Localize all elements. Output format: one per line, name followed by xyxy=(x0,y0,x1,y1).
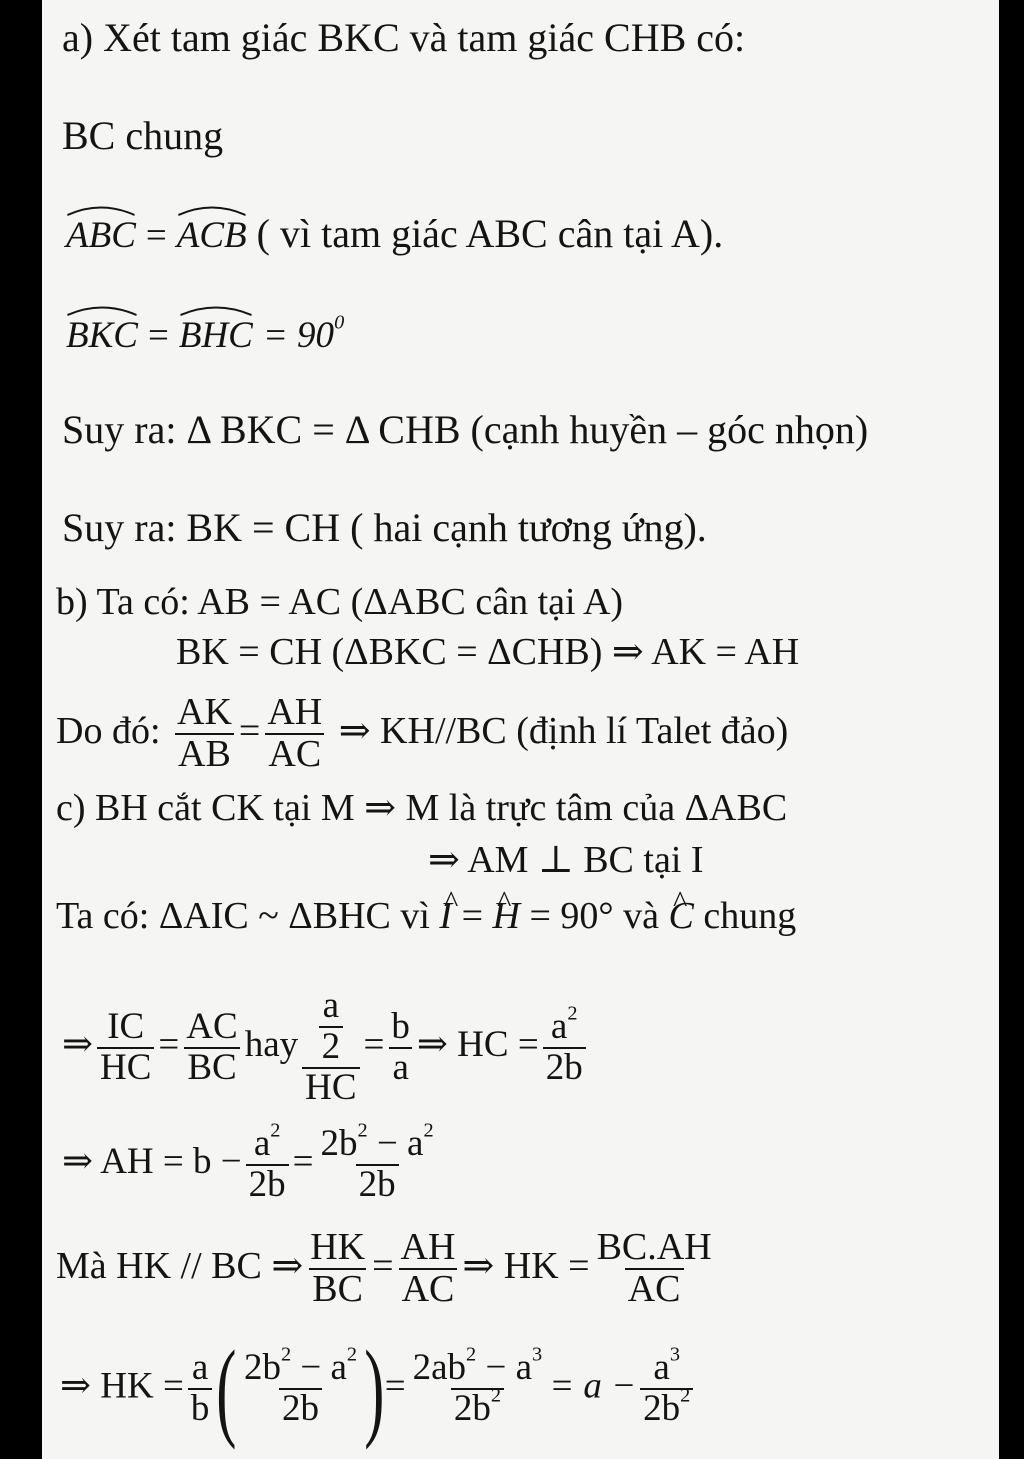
part-c-line-2: ⇒ AM ⊥ BC tại I xyxy=(428,839,704,881)
part-a-line-6: Suy ra: BK = CH ( hai cạnh tương ứng). xyxy=(62,505,707,550)
angle-bhc: BHC xyxy=(179,312,253,360)
ninety-degrees: = $90^0$ xyxy=(262,311,345,356)
hat-i: ^ I xyxy=(439,892,452,940)
part-b-line-1: b) Ta có: AB = AC (ΔABC cân tại A) xyxy=(56,581,624,623)
hat-h: ^ H xyxy=(493,892,520,940)
fraction-bcah-ac: $\frac{BC.AH}{AC}$ xyxy=(596,1226,712,1311)
part-a-line-3 xyxy=(66,210,723,260)
angle-bkc: BKC xyxy=(66,312,138,360)
fraction-a2-2b: $\frac{a^2}{2b}$ xyxy=(543,1008,586,1088)
part-c-line-4: ⇒ $\frac{IC}{HC}$ = $\frac{AC}{BC}$ hay $\frac{\frac{a}{2}}{HC}$ = $\frac{b}{a}$ ⇒ HC = $\frac{a^2}{2b}$ xyxy=(62,956,590,1134)
right-paren: ) xyxy=(364,1328,385,1450)
part-c-line-5: ⇒ AH = b − $\frac{a^2}{2b}$ = $\frac{2b^2 - a^2}{2b}$ xyxy=(62,1114,441,1210)
fraction-b-a: $\frac{b}{a}$ xyxy=(391,1005,410,1088)
do-do-label: Do đó: xyxy=(56,710,161,752)
part-b-line-3: Do đó: $\frac{AK}{AB}$ = $\frac{AH}{AC}$ ⇒ KH//BC (định lí Talet đảo) xyxy=(56,691,789,776)
fraction-2ab2-a3-over-2b2: $\frac{2ab^2 - a^3}{2b^2}$ xyxy=(412,1343,543,1429)
equals-sign: = xyxy=(147,315,169,356)
equals-sign: = xyxy=(145,215,167,256)
fraction-ac-bc: $\frac{AC}{BC}$ xyxy=(186,1005,238,1088)
fraction-ah-ac: $\frac{AH}{AC}$ xyxy=(267,691,323,776)
part-c-line-7: ⇒ HK = $\frac{a}{b}$ ( $\frac{2b^2 - a^2}{2b}$ )= $\frac{2ab^2 - a^3}{2b^2}$ = a − $\frac{a^3}{2b^2}$ xyxy=(60,1334,697,1444)
reason-text: ( vì tam giác ABC cân tại A). xyxy=(256,211,724,256)
fraction-a-b: $\frac{a}{b}$ xyxy=(188,1349,213,1429)
fraction-hk-bc: $\frac{HK}{BC}$ xyxy=(310,1226,366,1311)
fraction-ah-ac: $\frac{AH}{AC}$ xyxy=(400,1226,456,1311)
part-b-line-2: BK = CH (ΔBKC = ΔCHB) ⇒ AK = AH xyxy=(176,631,800,673)
talet-conclusion: ⇒ KH//BC (định lí Talet đảo) xyxy=(338,710,789,752)
fraction-a3-2b2: $\frac{a^3}{2b^2}$ xyxy=(640,1349,693,1429)
left-paren: ( xyxy=(216,1328,237,1450)
fraction-a2-over-hc: $\frac{\frac{a}{2}}{HC}$ xyxy=(302,987,359,1108)
part-a-line-5: Suy ra: Δ BKC = Δ CHB (cạnh huyền – góc nhọn) xyxy=(62,407,869,452)
part-c-line-6: Mà HK // BC ⇒ $\frac{HK}{BC}$ = $\frac{AH}{AC}$ ⇒ HK = $\frac{BC.AH}{AC}$ xyxy=(56,1220,719,1312)
fraction-ak-ab: $\frac{AK}{AB}$ xyxy=(177,691,232,776)
fraction-a2-2b: $\frac{a^2}{2b}$ xyxy=(246,1125,289,1205)
fraction-ic-hc: $\frac{IC}{HC}$ xyxy=(97,1008,154,1088)
part-c-line-1: c) BH cắt CK tại M ⇒ M là trực tâm của ΔABC xyxy=(56,787,788,829)
hat-c: ^ C xyxy=(668,892,693,940)
angle-acb: ACB xyxy=(177,212,247,260)
part-c-line-3: Ta có: ΔAIC ~ ΔBHC vì ^ I = ^ H = 90° và ^ C chung xyxy=(56,892,796,940)
fraction-2b2-a2-over-2b: $\frac{2b^2 - a^2}{2b}$ xyxy=(243,1343,358,1429)
part-a-line-1: a) Xét tam giác BKC và tam giác CHB có: xyxy=(62,15,746,60)
part-a-line-2: BC chung xyxy=(62,113,224,158)
part-a-line-4 xyxy=(66,310,344,360)
angle-abc: ABC xyxy=(66,212,136,260)
fraction-2b2-a2-over-2b: $\frac{2b^2 - a^2}{2b}$ xyxy=(320,1119,434,1205)
